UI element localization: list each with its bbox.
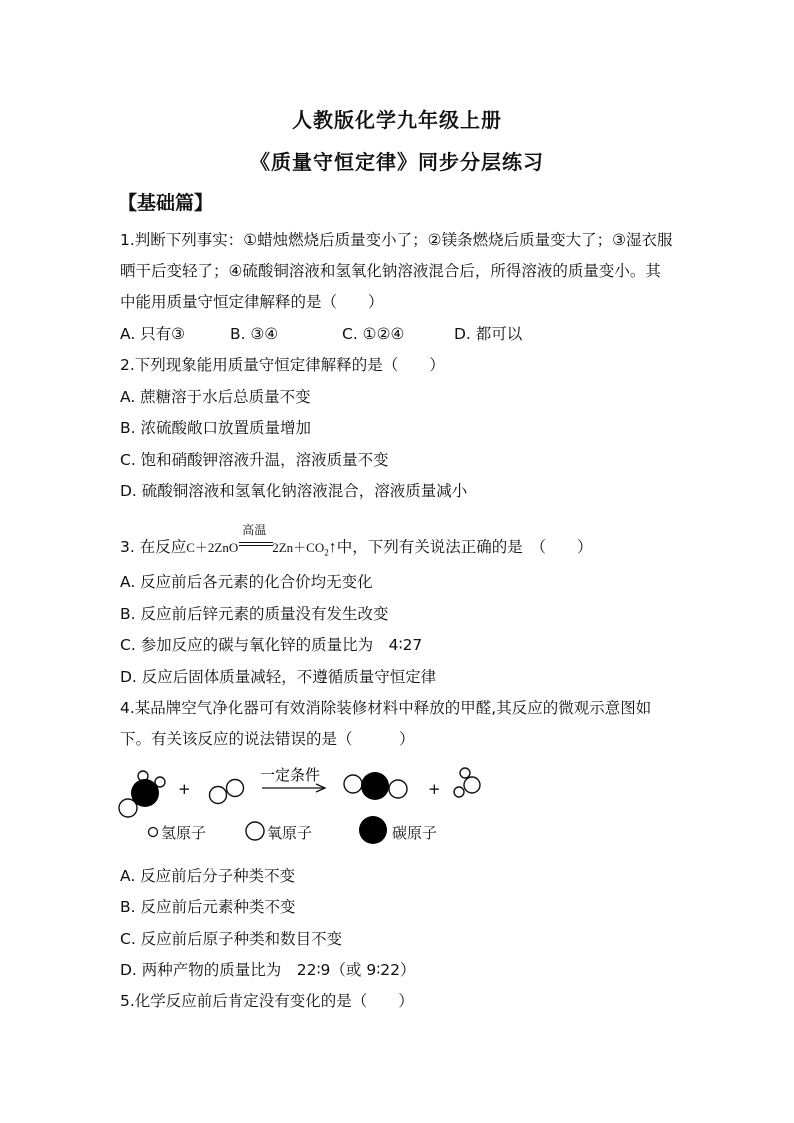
q2-option-d: D. 硫酸铜溶液和氢氧化钠溶液混合，溶液质量减小 — [120, 482, 468, 500]
page-subtitle: 《质量守恒定律》同步分层练习 — [250, 150, 544, 174]
q1-option-b: B. ③④ — [230, 325, 279, 343]
q3-option-c: C. 参加反应的碳与氧化锌的质量比为 4∶27 — [120, 636, 423, 654]
reaction-condition: 一定条件 — [260, 766, 321, 784]
q2-option-b: B. 浓硫酸敞口放置质量增加 — [120, 419, 311, 437]
molecule4-hydrogen-a — [460, 768, 470, 778]
legend-hydrogen-icon — [146, 825, 160, 839]
eq-subscript: 2 — [324, 547, 329, 558]
q3-option-d: D. 反应后固体质量减轻，不遵循质量守恒定律 — [120, 668, 437, 686]
molecule4-hydrogen-b — [454, 787, 464, 797]
q4-line1: 4.某品牌空气净化器可有效消除装修材料中释放的甲醛,其反应的微观示意图如 — [120, 699, 652, 717]
molecule2-oxygen-b — [227, 780, 244, 797]
q1-options — [120, 322, 522, 344]
eq-equals-sign — [239, 542, 273, 546]
q1-line2: 晒干后变轻了；④硫酸铜溶液和氢氧化钠溶液混合后，所得溶液的质量变小。其 — [120, 262, 661, 280]
q4-option-d: D. 两种产物的质量比为 22∶9（或 9∶22） — [120, 961, 416, 979]
molecule1-carbon — [131, 779, 159, 807]
molecule3-oxygen-a — [344, 775, 362, 793]
q4-line2: 下。有关该反应的说法错误的是（ ） — [120, 730, 415, 748]
legend-carbon-label: 碳原子 — [392, 824, 438, 842]
q1-line3: 中能用质量守恒定律解释的是（ ） — [120, 293, 384, 311]
chemical-equation — [186, 523, 337, 558]
q2-stem: 2.下列现象能用质量守恒定律解释的是（ ） — [120, 356, 445, 374]
q3-option-b: B. 反应前后锌元素的质量没有发生改变 — [120, 605, 389, 623]
page-title: 人教版化学九年级上册 — [292, 108, 502, 132]
eq-left: C＋2ZnO — [186, 540, 239, 555]
q1-option-d: D. 都可以 — [454, 325, 523, 343]
q1-option-c: C. ①②④ — [342, 325, 405, 343]
plus-sign-2: + — [428, 780, 441, 798]
molecule3-oxygen-b — [389, 780, 407, 798]
q2-option-c: C. 饱和硝酸钾溶液升温，溶液质量不变 — [120, 451, 389, 469]
legend-oxygen-label: 氧原子 — [267, 824, 313, 842]
legend-oxygen-icon — [244, 820, 266, 842]
molecule3-carbon — [361, 772, 389, 800]
legend-carbon-icon — [358, 815, 388, 845]
q3-option-a: A. 反应前后各元素的化合价均无变化 — [120, 573, 373, 591]
q1-option-a: A. 只有③ — [120, 325, 186, 343]
q4-option-c: C. 反应前后原子种类和数目不变 — [120, 930, 343, 948]
q5-stem: 5.化学反应前后肯定没有变化的是（ ） — [120, 992, 414, 1010]
molecule2-oxygen-a — [210, 787, 227, 804]
q3-stem — [120, 523, 593, 558]
plus-sign-1: + — [178, 780, 191, 798]
legend-hydrogen-label: 氢原子 — [161, 824, 207, 842]
eq-right: 2Zn＋CO — [272, 540, 325, 555]
eq-condition: 高温 — [242, 523, 267, 537]
q2-option-a: A. 蔗糖溶于水后总质量不变 — [120, 388, 311, 406]
molecule4-oxygen — [464, 777, 480, 793]
q3-pre: 3. 在反应 — [120, 538, 187, 556]
section-heading: 【基础篇】 — [118, 192, 214, 214]
q4-option-a: A. 反应前后分子种类不变 — [120, 867, 296, 885]
q3-post: 中，下列有关说法正确的是 （ ） — [336, 538, 593, 556]
q1-line1: 1.判断下列事实：①蜡烛燃烧后质量变小了；②镁条燃烧后质量变大了；③湿衣服 — [120, 231, 673, 249]
eq-arrow: ↑ — [328, 539, 337, 556]
q4-option-b: B. 反应前后元素种类不变 — [120, 898, 296, 916]
